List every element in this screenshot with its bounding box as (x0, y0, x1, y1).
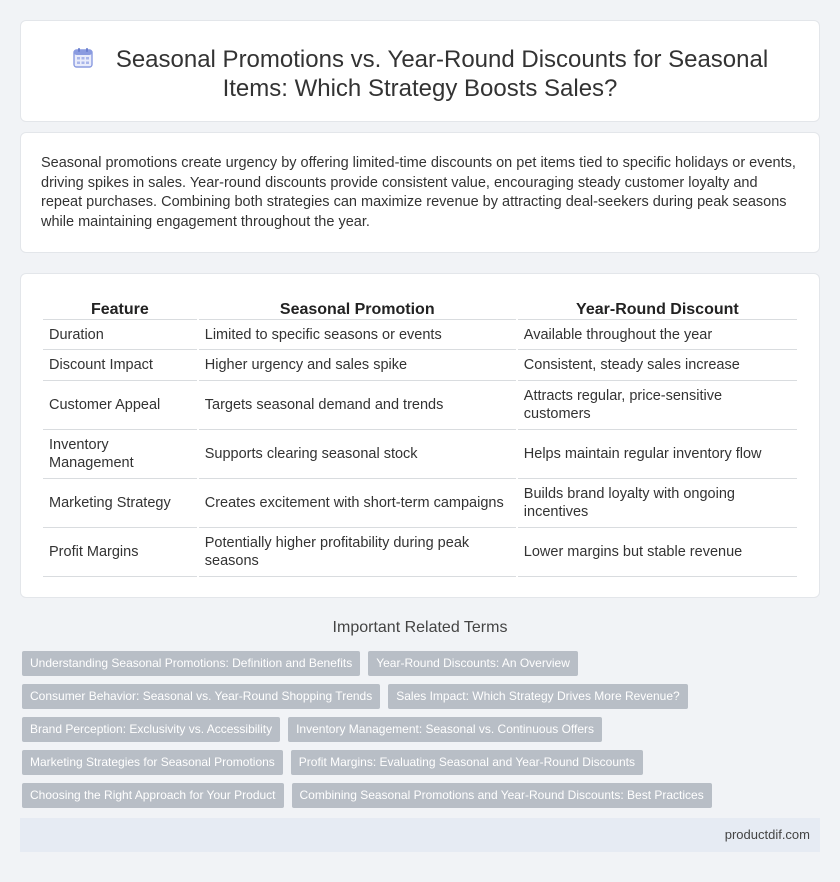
table-cell: Profit Margins (43, 528, 197, 577)
table-cell: Marketing Strategy (43, 479, 197, 528)
table-row (43, 350, 797, 381)
table-cell: Limited to specific seasons or events (199, 320, 516, 350)
related-term-tag[interactable]: Combining Seasonal Promotions and Year-Round Discounts: Best Practices (292, 783, 712, 808)
related-term-tag[interactable]: Profit Margins: Evaluating Seasonal and Year-Round Discounts (291, 750, 643, 775)
page-title-container (21, 45, 819, 103)
related-terms-title: Important Related Terms (332, 619, 508, 636)
table-cell: Creates excitement with short-term campaigns (199, 479, 516, 528)
footer-site-link[interactable]: productdif.com (724, 827, 810, 842)
intro-card (20, 132, 820, 253)
table-cell: Potentially higher profitability during peak seasons (199, 528, 516, 577)
table-row (43, 430, 797, 479)
related-term-tag[interactable]: Marketing Strategies for Seasonal Promotions (22, 750, 283, 775)
page-title: Seasonal Promotions vs. Year-Round Discounts for Seasonal Items: Which Strategy Boosts Sales? (115, 46, 769, 102)
related-term-tag[interactable]: Brand Perception: Exclusivity vs. Accessibility (22, 717, 280, 742)
table-cell: Helps maintain regular inventory flow (518, 430, 797, 479)
table-cell: Consistent, steady sales increase (518, 350, 797, 381)
table-header-row (43, 296, 797, 320)
calendar-icon (72, 47, 94, 69)
table-cell: Available throughout the year (518, 320, 797, 350)
table-row (43, 320, 797, 350)
tag-row (22, 651, 822, 676)
table-row (43, 528, 797, 577)
related-term-tag[interactable]: Inventory Management: Seasonal vs. Continuous Offers (288, 717, 602, 742)
comparison-card (20, 273, 820, 598)
table-cell: Lower margins but stable revenue (518, 528, 797, 577)
table-row (43, 381, 797, 430)
table-cell: Duration (43, 320, 197, 350)
tag-row (22, 750, 822, 775)
related-term-tag[interactable]: Choosing the Right Approach for Your Product (22, 783, 284, 808)
table-cell: Higher urgency and sales spike (199, 350, 516, 381)
intro-paragraph: Seasonal promotions create urgency by offering limited-time discounts on pet items tied to specific holidays or events, driving spikes in sales. Year-round discounts provide consistent value, encouraging steady customer loyalty and repeat purchases. Combining both strategies can maximize revenue by attracting deal-seekers during peak seasons while maintaining engagement throughout the year. (41, 155, 796, 230)
table-cell: Supports clearing seasonal stock (199, 430, 516, 479)
related-term-tag[interactable]: Consumer Behavior: Seasonal vs. Year-Round Shopping Trends (22, 684, 380, 709)
header-card (20, 20, 820, 122)
tag-row (22, 717, 822, 742)
tag-row (22, 684, 822, 709)
related-term-tag[interactable]: Sales Impact: Which Strategy Drives More Revenue? (388, 684, 687, 709)
table-cell: Builds brand loyalty with ongoing incentives (518, 479, 797, 528)
related-term-tag[interactable]: Year-Round Discounts: An Overview (368, 651, 578, 676)
footer (20, 818, 820, 852)
table-cell: Attracts regular, price-sensitive customers (518, 381, 797, 430)
table-cell: Targets seasonal demand and trends (199, 381, 516, 430)
tag-row (22, 783, 822, 808)
header-year-round-discount: Year-Round Discount (518, 296, 797, 320)
table-cell: Customer Appeal (43, 381, 197, 430)
table-cell: Inventory Management (43, 430, 197, 479)
related-terms-list (22, 651, 822, 816)
comparison-table (41, 296, 799, 577)
table-row (43, 479, 797, 528)
table-cell: Discount Impact (43, 350, 197, 381)
header-feature: Feature (43, 296, 197, 320)
related-term-tag[interactable]: Understanding Seasonal Promotions: Definition and Benefits (22, 651, 360, 676)
header-seasonal-promotion: Seasonal Promotion (199, 296, 516, 320)
